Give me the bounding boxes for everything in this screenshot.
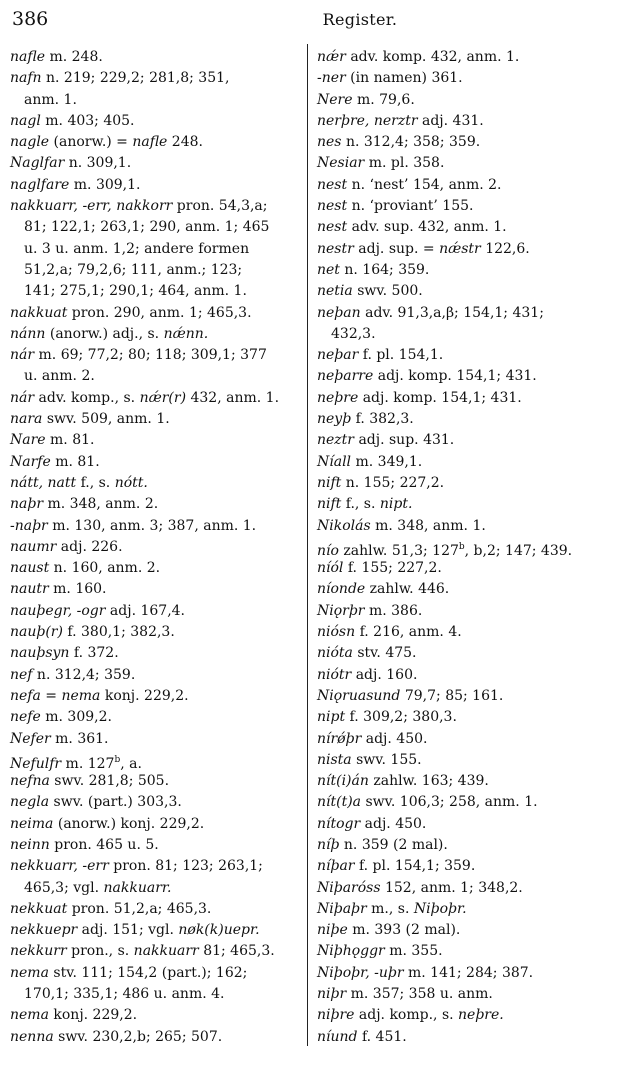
index-entry <box>317 792 613 813</box>
index-entry <box>317 665 613 686</box>
entry-reference: m. 248. <box>45 49 103 65</box>
entry-reference: m. 160. <box>48 581 107 598</box>
index-entry <box>317 643 613 664</box>
index-entry <box>10 601 306 622</box>
entry-headword: nenna <box>10 1028 54 1045</box>
entry-reference: m. 355. <box>384 943 443 960</box>
entry-reference: adj. 431. <box>417 112 484 129</box>
entry-headword: neþre <box>317 389 359 406</box>
index-entry <box>10 324 306 345</box>
entry-reference: zahlw. 51,3; 127 <box>338 542 459 559</box>
index-entry <box>317 196 613 217</box>
entry-reference: 79,7; 85; 161. <box>400 687 504 704</box>
index-entry <box>10 771 306 792</box>
entry-headword: nef <box>10 666 33 683</box>
index-entry <box>317 835 613 856</box>
entry-reference: 432, anm. 1. <box>186 389 280 406</box>
entry-headword: níund <box>317 1028 358 1045</box>
index-entry <box>317 473 613 494</box>
entry-headword: Nefulfr <box>10 755 62 772</box>
entry-reference: zahlw. 446. <box>365 581 450 598</box>
index-entry <box>317 430 613 451</box>
entry-headword: nǽr(r) <box>139 389 187 406</box>
index-entry <box>317 1027 613 1048</box>
entry-headword: niótr <box>317 666 352 683</box>
entry-headword: Nare <box>10 432 46 449</box>
index-entry <box>317 111 613 132</box>
index-entry <box>10 388 306 409</box>
entry-reference: m., s. <box>366 900 414 917</box>
entry-headword: nár <box>10 389 35 406</box>
entry-reference: swv. 509, anm. 1. <box>42 411 170 428</box>
index-entry <box>10 452 306 473</box>
entry-headword: nagl <box>10 112 41 129</box>
entry-reference: f. 380,1; 382,3. <box>62 624 175 641</box>
index-entry <box>317 686 613 707</box>
index-column-left <box>10 47 306 1048</box>
entry-headword: nes <box>317 134 342 151</box>
entry-reference: 81; 465,3. <box>198 943 275 960</box>
entry-headword: nǽr <box>317 49 346 65</box>
index-entry <box>10 494 306 515</box>
index-entry <box>317 750 613 771</box>
index-entry <box>317 963 613 984</box>
entry-headword: niþe <box>317 922 348 939</box>
entry-headword: níonde <box>317 581 366 598</box>
entry-reference: m. 79,6. <box>352 91 415 108</box>
index-entry <box>317 47 613 68</box>
index-entry <box>317 366 613 387</box>
index-entry <box>10 941 306 962</box>
entry-headword: Niþoþr. <box>413 900 467 917</box>
index-entry <box>317 90 613 111</box>
entry-reference: u. 3 u. anm. 1,2; andere formen <box>24 240 250 257</box>
entry-headword: Nesiar <box>317 155 365 172</box>
entry-reference: m. 361. <box>50 730 109 747</box>
entry-reference: adj. 167,4. <box>105 602 185 619</box>
entry-headword: Narfe <box>10 453 51 470</box>
column-divider <box>307 44 308 1046</box>
index-entry-continuation <box>10 260 306 281</box>
entry-headword: nekkurr <box>10 943 67 960</box>
entry-headword: naglfare <box>10 176 70 193</box>
entry-headword: Naglfar <box>10 155 65 172</box>
entry-reference: pron. 465 u. 5. <box>49 836 159 853</box>
entry-reference: m. 130, anm. 3; 387, anm. 1. <box>47 517 257 534</box>
entry-reference: adj. 450. <box>360 815 427 832</box>
entry-headword: neþan <box>317 304 361 321</box>
entry-reference: adj. 226. <box>56 538 123 555</box>
entry-headword: nema <box>10 964 49 981</box>
entry-headword: nekkuarr, -err <box>10 858 109 875</box>
entry-reference: n. ‘proviant’ 155. <box>347 198 474 215</box>
index-entry <box>10 132 306 153</box>
index-entry <box>10 1005 306 1026</box>
entry-reference: , b,2; 147; 439. <box>464 542 573 559</box>
index-entry <box>317 941 613 962</box>
entry-reference: n. 312,4; 358; 359. <box>341 134 481 151</box>
entry-headword: neþarre <box>317 368 374 385</box>
entry-headword: nerþre, nerztr <box>317 112 418 129</box>
entry-reference: konj. 229,2. <box>100 687 189 704</box>
entry-headword: nauþ(r) <box>10 624 63 641</box>
entry-reference: 141; 275,1; 290,1; 464, anm. 1. <box>24 283 247 300</box>
index-entry <box>317 601 613 622</box>
entry-reference: konj. 229,2. <box>48 1007 138 1024</box>
entry-reference: swv. 281,8; 505. <box>49 773 170 790</box>
entry-reference: (anorw.) adj., s. <box>45 325 164 342</box>
superscript: b <box>458 541 465 552</box>
index-entry <box>10 899 306 920</box>
entry-reference: n. 164; 359. <box>339 261 430 278</box>
entry-reference: = <box>40 687 62 704</box>
entry-headword: nista <box>317 751 352 768</box>
index-entry-continuation <box>10 217 306 238</box>
entry-reference: n. ‘nest’ 154, anm. 2. <box>347 176 502 193</box>
index-entry-continuation <box>10 281 306 302</box>
entry-headword: nár <box>10 347 35 364</box>
entry-headword: nióta <box>317 645 353 662</box>
index-entry <box>317 132 613 153</box>
index-entry <box>317 303 613 324</box>
entry-headword: neþar <box>317 347 359 364</box>
entry-headword: nauþegr, -ogr <box>10 602 106 619</box>
entry-reference: m. 386. <box>364 602 423 619</box>
index-entry <box>317 622 613 643</box>
index-entry <box>317 494 613 515</box>
entry-headword: nipt. <box>379 496 413 513</box>
entry-headword: nǽnn. <box>163 325 209 342</box>
index-entry <box>10 68 306 89</box>
index-entry <box>317 516 613 537</box>
entry-reference: pron. 290, anm. 1; 465,3. <box>67 304 252 321</box>
index-entry <box>10 409 306 430</box>
entry-reference: m. 309,2. <box>40 709 112 726</box>
entry-headword: nipt <box>317 709 346 726</box>
index-entry <box>10 473 306 494</box>
index-entry <box>317 388 613 409</box>
entry-headword: Nikolás <box>317 517 371 534</box>
index-entry <box>317 281 613 302</box>
entry-reference: m. 81. <box>45 432 95 449</box>
index-entry <box>317 239 613 260</box>
entry-headword: nekkuat <box>10 900 68 917</box>
entry-reference: 432,3. <box>331 325 376 342</box>
index-entry <box>10 579 306 600</box>
entry-reference: f., s. <box>76 474 115 491</box>
index-entry <box>10 153 306 174</box>
index-entry <box>317 899 613 920</box>
entry-headword: net <box>317 261 340 278</box>
entry-headword: nítogr <box>317 815 361 832</box>
entry-headword: nít(i)án <box>317 773 369 790</box>
entry-headword: nest <box>317 198 348 215</box>
entry-headword: nakkuarr, -err, nakkorr <box>10 198 173 215</box>
entry-reference: adj. komp. 154,1; 431. <box>358 389 522 406</box>
entry-reference: anm. 1. <box>24 91 77 108</box>
entry-reference: n. 219; 229,2; 281,8; 351, <box>41 70 230 87</box>
entry-reference: f. 309,2; 380,3. <box>345 709 457 726</box>
entry-reference: n. 359 (2 mal). <box>339 836 448 853</box>
index-entry <box>10 643 306 664</box>
index-entry <box>10 665 306 686</box>
entry-reference: m. 357; 358 u. anm. <box>346 986 493 1003</box>
entry-reference: u. anm. 2. <box>24 368 95 385</box>
entry-reference: m. 309,1. <box>69 176 141 193</box>
index-entry <box>10 729 306 750</box>
entry-headword: Nere <box>317 91 353 108</box>
entry-headword: nátt, natt <box>10 474 77 491</box>
entry-headword: Níall <box>317 453 352 470</box>
entry-reference: adj. 450. <box>361 730 428 747</box>
index-entry <box>317 409 613 430</box>
index-entry <box>10 196 306 217</box>
index-entry <box>317 558 613 579</box>
entry-headword: Niþoþr, -uþr <box>317 964 404 981</box>
entry-headword: niþre <box>317 1007 355 1024</box>
entry-headword: nautr <box>10 581 49 598</box>
index-entry <box>317 345 613 366</box>
entry-headword: nafle <box>132 134 168 151</box>
entry-reference: 465,3; vgl. <box>24 879 104 896</box>
entry-reference: f. pl. 154,1; 359. <box>354 858 476 875</box>
entry-headword: neztr <box>317 432 354 449</box>
entry-reference: (anorw.) konj. 229,2. <box>53 815 205 832</box>
entry-reference: 170,1; 335,1; 486 u. anm. 4. <box>24 986 225 1003</box>
entry-reference: pron. 81; 123; 263,1; <box>108 858 263 875</box>
entry-headword: nest <box>317 219 348 236</box>
running-title: Register. <box>322 10 398 29</box>
index-entry <box>317 771 613 792</box>
entry-reference: 122,6. <box>480 240 530 257</box>
superscript: b <box>114 754 121 765</box>
entry-headword: -ner <box>317 70 346 87</box>
entry-reference: (anorw.) = <box>49 134 133 151</box>
index-entry <box>317 878 613 899</box>
entry-headword: níþar <box>317 858 355 875</box>
entry-reference: 152, anm. 1; 348,2. <box>380 879 523 896</box>
index-entry-continuation <box>10 878 306 899</box>
entry-headword: nefe <box>10 709 41 726</box>
entry-headword: nest <box>317 176 348 193</box>
index-entry <box>317 814 613 835</box>
entry-headword: nefna <box>10 773 50 790</box>
index-entry <box>317 707 613 728</box>
entry-headword: naust <box>10 560 50 577</box>
entry-reference: m. 348, anm. 2. <box>43 496 159 513</box>
entry-reference: f. pl. 154,1. <box>358 347 444 364</box>
entry-reference: adj. sup. 431. <box>354 432 455 449</box>
entry-headword: nío <box>317 542 339 559</box>
entry-reference: m. 141; 284; 387. <box>403 964 534 981</box>
index-entry <box>317 729 613 750</box>
index-entry <box>317 260 613 281</box>
index-entry <box>317 68 613 89</box>
index-entry <box>10 856 306 877</box>
index-entry <box>10 430 306 451</box>
index-entry <box>317 856 613 877</box>
entry-headword: nekkuepr <box>10 922 78 939</box>
entry-headword: níól <box>317 560 344 577</box>
entry-reference: swv. (part.) 303,3. <box>49 794 182 811</box>
entry-reference: pron. 51,2,a; 465,3. <box>67 900 212 917</box>
index-entry <box>10 963 306 984</box>
entry-reference: f. 451. <box>357 1028 407 1045</box>
index-entry <box>317 452 613 473</box>
entry-headword: Nefer <box>10 730 51 747</box>
entry-reference: adv. komp. 432, anm. 1. <box>345 49 520 65</box>
index-entry <box>317 153 613 174</box>
index-entry <box>317 920 613 941</box>
entry-reference: m. 69; 77,2; 80; 118; 309,1; 377 <box>34 347 267 364</box>
entry-reference: adv. 91,3,a,β; 154,1; 431; <box>360 304 544 321</box>
page-number: 386 <box>12 8 49 30</box>
entry-reference: adj. sup. = <box>353 240 440 257</box>
entry-headword: niþr <box>317 986 347 1003</box>
entry-headword: nakkuat <box>10 304 68 321</box>
index-entry <box>10 516 306 537</box>
entry-reference: adj. 160. <box>351 666 418 683</box>
entry-reference: adj. 151; vgl. <box>77 922 179 939</box>
entry-headword: neinn <box>10 836 50 853</box>
entry-headword: nǽstr <box>439 240 481 257</box>
entry-reference: 248. <box>167 134 203 151</box>
entry-headword: nift <box>317 474 342 491</box>
entry-reference: 81; 122,1; 263,1; 290, anm. 1; 465 <box>24 219 270 236</box>
entry-headword: nauþsyn <box>10 645 70 662</box>
entry-headword: Niǫruasund <box>317 687 401 704</box>
entry-headword: nema <box>61 687 101 704</box>
entry-reference: stv. 475. <box>352 645 417 662</box>
entry-reference: adv. sup. 432, anm. 1. <box>347 219 507 236</box>
entry-headword: neima <box>10 815 54 832</box>
entry-headword: níþ <box>317 836 340 853</box>
entry-headword: nema <box>10 1007 49 1024</box>
entry-headword: netia <box>317 283 353 300</box>
entry-headword: Niǫrþr <box>317 602 365 619</box>
entry-headword: nøk(k)uepr. <box>178 922 260 939</box>
index-entry <box>10 303 306 324</box>
entry-reference: f. 216, anm. 4. <box>355 624 462 641</box>
entry-headword: neþre. <box>458 1007 504 1024</box>
entry-headword: -naþr <box>10 517 48 534</box>
index-entry <box>10 1027 306 1048</box>
entry-reference: swv. 155. <box>351 751 422 768</box>
index-entry <box>10 622 306 643</box>
index-entry-continuation <box>317 324 613 345</box>
entry-reference: n. 155; 227,2. <box>341 474 445 491</box>
index-entry-continuation <box>10 984 306 1005</box>
entry-headword: Niþaróss <box>317 879 381 896</box>
index-entry-continuation <box>10 90 306 111</box>
entry-reference: , a. <box>120 755 142 772</box>
entry-reference: swv. 500. <box>352 283 423 300</box>
entry-headword: nakkuarr <box>133 943 199 960</box>
entry-reference: m. 349,1. <box>351 453 423 470</box>
entry-reference: pron., s. <box>66 943 134 960</box>
entry-reference: swv. 230,2,b; 265; 507. <box>53 1028 223 1045</box>
index-entry <box>10 111 306 132</box>
index-entry <box>10 47 306 68</box>
index-entry <box>10 792 306 813</box>
entry-reference: 51,2,a; 79,2,6; 111, anm.; 123; <box>24 261 243 278</box>
entry-reference: m. 393 (2 mal). <box>347 922 461 939</box>
entry-reference: zahlw. 163; 439. <box>368 773 489 790</box>
entry-headword: nírǿþr <box>317 730 362 747</box>
entry-reference: m. 403; 405. <box>40 112 135 129</box>
entry-reference: adj. komp., s. <box>354 1007 459 1024</box>
entry-headword: nestr <box>317 240 354 257</box>
index-entry <box>317 984 613 1005</box>
index-entry <box>317 1005 613 1026</box>
index-entry <box>10 345 306 366</box>
entry-reference: m. 127 <box>61 755 115 772</box>
index-entry <box>10 707 306 728</box>
index-entry <box>10 175 306 196</box>
index-entry-continuation <box>10 366 306 387</box>
entry-reference: f., s. <box>341 496 380 513</box>
index-entry <box>10 750 306 771</box>
index-entry <box>317 217 613 238</box>
index-entry <box>10 558 306 579</box>
entry-reference: swv. 106,3; 258, anm. 1. <box>361 794 538 811</box>
entry-headword: niósn <box>317 624 356 641</box>
entry-reference: pron. 54,3,a; <box>172 198 268 215</box>
index-entry <box>317 537 613 558</box>
entry-headword: nafn <box>10 70 42 87</box>
entry-headword: negla <box>10 794 50 811</box>
entry-headword: nift <box>317 496 342 513</box>
entry-headword: neyþ <box>317 411 352 428</box>
entry-headword: Niþaþr <box>317 900 367 917</box>
entry-reference: m. pl. 358. <box>364 155 445 172</box>
entry-reference: stv. 111; 154,2 (part.); 162; <box>48 964 248 981</box>
index-entry <box>10 686 306 707</box>
entry-headword: nagle <box>10 134 50 151</box>
index-entry <box>317 175 613 196</box>
entry-headword: naumr <box>10 538 57 555</box>
entry-headword: naþr <box>10 496 44 513</box>
entry-headword: nít(t)a <box>317 794 362 811</box>
entry-headword: nara <box>10 411 43 428</box>
entry-reference: f. 382,3. <box>351 411 414 428</box>
entry-reference: f. 372. <box>69 645 119 662</box>
entry-reference: m. 348, anm. 1. <box>370 517 486 534</box>
entry-reference: (in namen) 361. <box>345 70 463 87</box>
index-entry <box>10 835 306 856</box>
entry-reference: n. 309,1. <box>64 155 132 172</box>
entry-headword: nótt. <box>114 474 148 491</box>
index-column-right <box>317 47 613 1048</box>
entry-reference: adv. komp., s. <box>34 389 140 406</box>
entry-reference: n. 160, anm. 2. <box>49 560 161 577</box>
entry-headword: nánn <box>10 325 46 342</box>
entry-headword: Niþhǫggr <box>317 943 385 960</box>
entry-headword: nafle <box>10 49 45 65</box>
entry-reference: adj. komp. 154,1; 431. <box>373 368 537 385</box>
entry-headword: nakkuarr. <box>103 879 172 896</box>
entry-headword: nefa <box>10 687 41 704</box>
index-entry-continuation <box>10 239 306 260</box>
entry-reference: m. 81. <box>50 453 100 470</box>
entry-reference: f. 155; 227,2. <box>343 560 442 577</box>
index-entry <box>317 579 613 600</box>
index-entry <box>10 814 306 835</box>
index-entry <box>10 537 306 558</box>
index-entry <box>10 920 306 941</box>
entry-reference: n. 312,4; 359. <box>32 666 136 683</box>
